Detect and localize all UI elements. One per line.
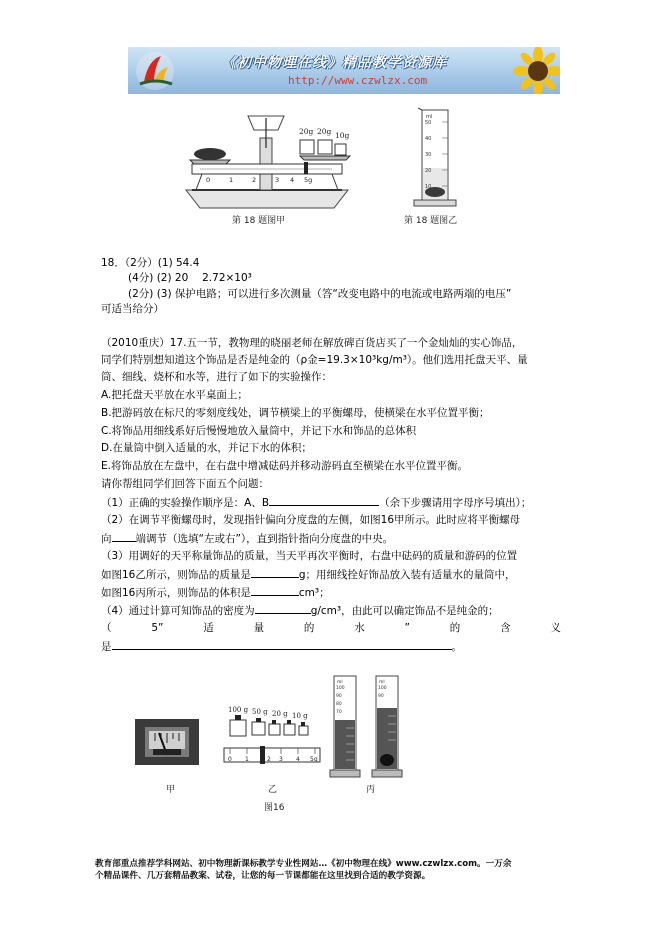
site-logo-icon (134, 50, 176, 91)
scale-tick: 0 (206, 176, 211, 184)
q5-char: 义 (550, 622, 561, 634)
cylinder-tick: 30 (425, 152, 432, 158)
step-d: D.在量筒中倒入适量的水，并记下水的体积； (101, 442, 312, 454)
scale-tick: 2 (252, 176, 257, 184)
question-2: （2）在调节平衡螺母时，发现指针偏向分度盘的左侧，如图16甲所示。此时应将平衡螺母 (101, 514, 521, 526)
question-3-mass-unit: g；用细线拴好饰品放入装有适量水的量筒中， (298, 569, 516, 581)
cylinder-unit: ml (426, 114, 433, 120)
q5-char: 5” (151, 622, 164, 634)
question-3-volume-prompt: 如图16丙所示，则饰品的体积是 (101, 587, 251, 599)
figure-16c-label: 丙 (366, 785, 376, 795)
scale-tick: 5g (304, 176, 313, 184)
q5-char: 含 (500, 622, 511, 634)
figure-16b-weights (222, 700, 324, 772)
weight-label: 20g (299, 127, 314, 136)
question-1-hint: （余下步骤请用字母序号填出）； (379, 497, 532, 509)
q5-char: 的 (449, 622, 461, 634)
step-b: B.把游码放在标尺的零刻度线处，调节横梁上的平衡螺母，使横梁在水平位置平衡； (101, 407, 490, 419)
question-2-cont (101, 531, 393, 546)
scale-tick: 4 (296, 756, 300, 763)
weight-label: 10g (335, 131, 350, 140)
figure-16-caption: 图16 (264, 803, 285, 813)
weight-label: 50 g (252, 708, 268, 716)
figure-16a-label: 甲 (166, 785, 176, 795)
sunflower-icon (508, 47, 560, 94)
question-4-suffix: g/cm³，由此可以确定饰品不是纯金的； (310, 605, 499, 617)
question-2-suffix: 端调节（选填“左或右”），直到指针指向分度盘的中央。 (135, 533, 394, 545)
figure-16a-dial (135, 719, 199, 765)
cylinder-tick: 90 (336, 694, 342, 699)
figure-16b-label: 乙 (268, 785, 278, 795)
cylinder-unit: ml (337, 680, 343, 685)
scale-tick: 2 (267, 756, 271, 763)
cylinder-tick: 80 (336, 702, 342, 707)
answer-line: (4分) (2) 20 2.72×10³ (128, 272, 252, 284)
footer-line: 教育部重点推荐学科网站、初中物理新课标教学专业性网站…《初中物理在线》www.czwlzx.com。一万余 (95, 859, 512, 869)
answer-blank-volume[interactable] (251, 585, 299, 596)
question-5 (101, 621, 561, 635)
cylinder-unit: ml (379, 680, 385, 685)
question-3-mass-prompt: 如图16乙所示，则饰品的质量是 (101, 569, 251, 581)
question-3: （3）用调好的天平称量饰品的质量，当天平再次平衡时，右盘中砝码的质量和游码的位置 (101, 550, 518, 562)
cylinder-tick: 20 (425, 168, 432, 174)
cylinder-tick: 100 (378, 686, 387, 691)
answer-line: (2分) (3) 保护电路；可以进行多次测量（答“改变电路中的电流或电路两端的电压” (128, 288, 512, 300)
step-a: A.把托盘天平放在水平桌面上； (101, 389, 248, 401)
figure-18a-caption: 第 18 题图甲 (232, 216, 286, 226)
figure-16c-cylinders (328, 672, 408, 780)
q5-char: 水 (354, 622, 365, 634)
site-title: 《初中物理在线》精品教学资源库 (222, 55, 447, 71)
figure-18b-caption: 第 18 题图乙 (404, 216, 458, 226)
cylinder-tick: 50 (425, 120, 432, 126)
question-4 (101, 603, 499, 618)
question-3-volume-unit: cm³； (298, 587, 330, 599)
question-intro: （2010重庆）17.五一节，教物理的晓丽老师在解放碑百货店买了一个金灿灿的实心饰品， (101, 337, 523, 349)
weight-label: 20 g (272, 710, 288, 718)
question-5-cont (101, 639, 462, 654)
scale-tick: 3 (279, 756, 283, 763)
answer-blank-1[interactable] (269, 495, 379, 506)
answer-blank-density[interactable] (255, 603, 311, 614)
question-4-prompt: （4）通过计算可知饰品的密度为 (101, 605, 255, 617)
question-1-text: （1）正确的实验操作顺序是：A、B (101, 497, 270, 509)
question-5-end: 。 (451, 641, 462, 653)
question-3-cont (101, 567, 516, 582)
weight-label: 100 g (228, 706, 249, 714)
question-2-prefix: 向 (101, 533, 112, 545)
q5-char: 的 (303, 622, 315, 634)
question-1 (101, 495, 531, 510)
page-footer (95, 858, 575, 882)
cylinder-tick: 100 (336, 686, 345, 691)
scale-tick: 0 (228, 756, 232, 763)
q5-char: 量 (253, 622, 265, 634)
step-c: C.将饰品用细线系好后慢慢地放入量筒中，并记下水和饰品的总体积 (101, 425, 417, 437)
weight-label: 10 g (292, 712, 308, 720)
answer-blank-mass[interactable] (251, 567, 299, 578)
answer-blank-2[interactable] (112, 531, 136, 542)
cylinder-tick: 70 (336, 710, 342, 715)
figure-18-balance (172, 108, 362, 212)
question-intro: 筒、细线、烧杯和水等，进行了如下的实验操作： (101, 371, 332, 383)
cylinder-tick: 40 (425, 136, 432, 142)
cylinder-tick: 10 (425, 184, 432, 190)
scale-tick: 4 (290, 176, 295, 184)
answer-line: 可适当给分） (101, 303, 164, 315)
cylinder-tick: 90 (378, 694, 384, 699)
q5-char: （ (101, 622, 112, 634)
q5-char: ” (404, 622, 410, 634)
answer-blank-5[interactable] (112, 639, 452, 650)
question-intro: 同学们特别想知道这个饰品是否是纯金的（ρ金=19.3×10³kg/m³）。他们选用托盘天平、量 (101, 354, 528, 366)
question-3-cont2 (101, 585, 330, 600)
question-5-prefix: 是 (101, 641, 112, 653)
scale-tick: 1 (245, 756, 249, 763)
scale-tick: 3 (275, 176, 280, 184)
scale-tick: 5g (310, 756, 318, 763)
footer-line: 个精品课件、几万套精品教案、试卷，让您的每一节课都能在这里找到合适的教学资源。 (95, 871, 431, 881)
answer-line: 18．（2分）(1) 54.4 (101, 257, 200, 269)
scale-tick: 1 (229, 176, 234, 184)
step-e: E.将饰品放在左盘中，在右盘中增减砝码并移动游码直至横梁在水平位置平衡。 (101, 460, 468, 472)
site-url[interactable]: http://www.czwlzx.com (288, 74, 428, 87)
weight-label: 20g (317, 127, 332, 136)
figure-18-cylinder (412, 106, 460, 210)
header-banner (128, 47, 560, 94)
question-ask: 请你帮组同学们回答下面五个问题： (101, 478, 269, 490)
q5-char: 适 (203, 622, 214, 634)
